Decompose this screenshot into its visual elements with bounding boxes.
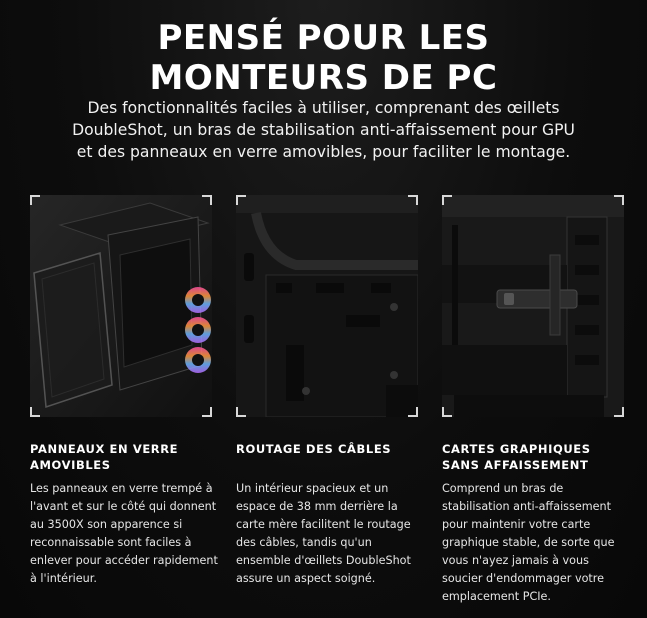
- frame-corner: [442, 407, 452, 417]
- feature-body-line: graphique stable, de sorte que: [442, 536, 615, 549]
- feature-body-line: reconnaissable sont faciles à: [30, 536, 192, 549]
- page-subtitle: [30, 97, 617, 163]
- feature-body-line: stabilisation anti-affaissement: [442, 500, 611, 513]
- subtitle-line-3: et des panneaux en verre amovibles, pour faciliter le montage.: [76, 143, 571, 161]
- feature-body-line: vous n'ayez jamais à vous: [442, 554, 589, 567]
- frame-corner: [202, 195, 212, 205]
- frame-corner: [202, 407, 212, 417]
- feature-body-line: des câbles, tandis qu'un: [236, 536, 372, 549]
- feature-body-cable-routing: [236, 480, 426, 588]
- feature-body-line: Un intérieur spacieux et un: [236, 482, 389, 495]
- feature-body-gpu-support: [442, 480, 632, 606]
- title-line-1: PENSÉ POUR LES: [157, 18, 490, 58]
- frame-corner: [236, 195, 246, 205]
- frame-corner: [442, 195, 452, 205]
- feature-title-glass-panels: [30, 441, 220, 473]
- feature-body-line: ensemble d'œillets DoubleShot: [236, 554, 411, 567]
- feature-title-line: ROUTAGE DES CÂBLES: [236, 442, 392, 456]
- feature-body-line: l'avant et sur le côté qui donnent: [30, 500, 217, 513]
- cable-routing-interior-image: [236, 195, 418, 417]
- feature-body-line: pour maintenir votre carte: [442, 518, 591, 531]
- feature-title-line: AMOVIBLES: [30, 458, 111, 472]
- feature-body-glass-panels: [30, 480, 220, 588]
- frame-corner: [30, 195, 40, 205]
- frame-corner: [236, 407, 246, 417]
- page-title: [0, 18, 647, 98]
- case-exploded-panels-image: [30, 195, 212, 417]
- feature-title-cable-routing: [236, 441, 426, 457]
- frame-corner: [408, 195, 418, 205]
- title-line-2: MONTEURS DE PC: [149, 58, 498, 98]
- frame-corner: [408, 407, 418, 417]
- feature-body-line: assure un aspect soigné.: [236, 572, 376, 585]
- feature-body-line: Les panneaux en verre trempé à: [30, 482, 213, 495]
- feature-body-line: enlever pour accéder rapidement: [30, 554, 218, 567]
- feature-body-line: à l'intérieur.: [30, 572, 97, 585]
- feature-body-line: carte mère facilitent le routage: [236, 518, 411, 531]
- frame-corner: [30, 407, 40, 417]
- feature-body-line: espace de 38 mm derrière la: [236, 500, 398, 513]
- feature-title-line: SANS AFFAISSEMENT: [442, 458, 589, 472]
- gpu-support-bracket-image: [442, 195, 624, 417]
- subtitle-line-2: DoubleShot, un bras de stabilisation anti-affaissement pour GPU: [72, 121, 575, 139]
- frame-corner: [614, 195, 624, 205]
- frame-corner: [614, 407, 624, 417]
- feature-body-line: soucier d'endommager votre: [442, 572, 605, 585]
- feature-title-line: CARTES GRAPHIQUES: [442, 442, 591, 456]
- feature-title-line: PANNEAUX EN VERRE: [30, 442, 179, 456]
- subtitle-line-1: Des fonctionnalités faciles à utiliser, comprenant des œillets: [87, 99, 560, 117]
- feature-body-line: emplacement PCIe.: [442, 590, 551, 603]
- feature-body-line: Comprend un bras de: [442, 482, 564, 495]
- feature-body-line: au 3500X son apparence si: [30, 518, 183, 531]
- feature-title-gpu-support: [442, 441, 632, 473]
